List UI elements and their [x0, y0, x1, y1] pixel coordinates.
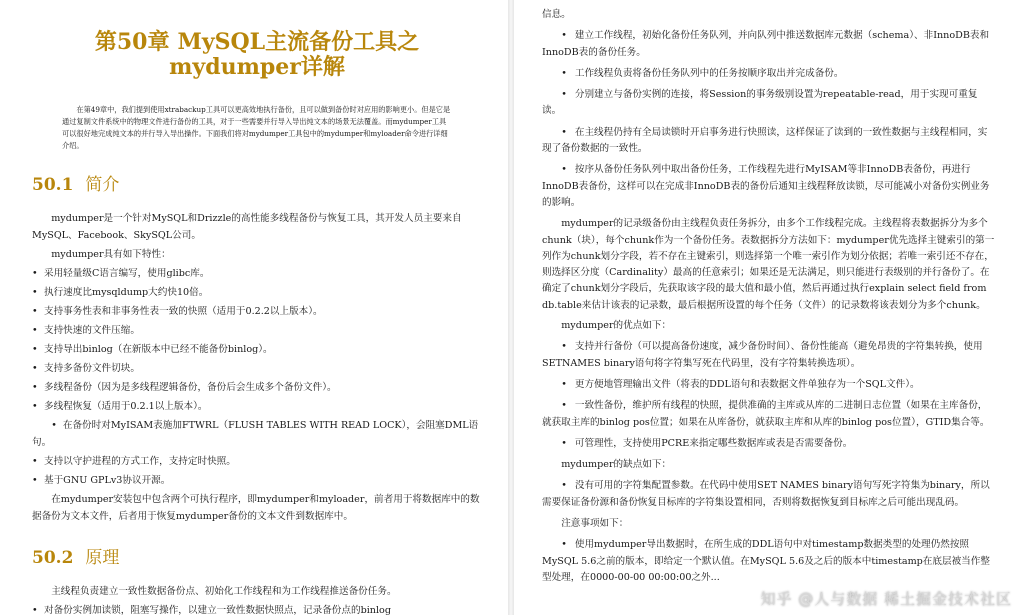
list-item: [32, 380, 482, 397]
bullet-icon: •: [32, 401, 38, 412]
list-item: [32, 399, 482, 416]
list-item-text: 在主线程仍持有全局读锁时开启事务进行快照读，这样保证了读到的一致性数据与主线程相同，实现了备份数据的一致性。: [542, 126, 988, 155]
paragraph: mydumper的记录级备份由主线程负责任务拆分，由多个工作线程完成。主线程将表数据拆分为多个chunk（块），每个chunk作为一个备份任务。表数据拆分方法如下：mydumper优先选择主键索引的第一列作为chunk划分字段，若不存在主键索引，则选择第一个唯一索引作为划分依据；若唯一索引还不存在，则选择区分度（Cardinality）最高的任意索引；如果还是无法满足，则只能进行表级别的并行备份了。在确定了chunk划分字段后，先获取该字段的最大值和最小值，然后再通过执行explain select field from db.table来估计该表的记录数，最后根据所设置的每个任务（文件）的记录数将该表划分为多个chunk。: [542, 218, 995, 311]
right-page: [514, 0, 1024, 615]
bullet-icon: •: [32, 382, 38, 393]
chapter-number: 第50章: [94, 29, 170, 55]
bullet-icon: •: [561, 126, 567, 138]
list-item: [32, 603, 482, 615]
list-item: [542, 162, 996, 211]
bullet-icon: •: [51, 420, 57, 431]
bullet-icon: •: [32, 325, 38, 336]
paragraph: mydumper具有如下特性：: [51, 249, 171, 260]
paragraph: mydumper的优点如下：: [561, 320, 672, 332]
list-item-text: 可管理性，支持使用PCRE来指定哪些数据库或表是否需要备份。: [574, 437, 853, 449]
chapter-title-text: MySQL主流备份工具之mydumper详解: [169, 29, 420, 80]
bullet-icon: •: [561, 539, 567, 551]
chapter-intro: 在第49章中，我们提到使用xtrabackup工具可以更高效地执行备份，且可以做到备份时对应用的影响更小。但是它是通过复制文件系统中的物理文件进行备份的工具，对于一些需要并行导入导出纯文本的场景无法覆盖。而mydumper工具可以很好地完成纯文本的并行导入导出操作。下面我们将对mydumper工具包中的mydumper和myloader命令进行详细介绍。: [62, 105, 451, 150]
list-item: [542, 436, 996, 452]
section-number: 50.1: [32, 175, 74, 195]
list-item: [542, 125, 996, 158]
bullet-icon: •: [32, 287, 38, 298]
section-title: 简介: [85, 175, 120, 195]
list-item-text: 没有可用的字符集配置参数。在代码中使用SET NAMES binary语句写死字符集为binary，所以需要保证备份源和备份恢复目标库的字符集设置相同，否则将数据恢复到目标库之后可能出现乱码。: [542, 480, 990, 508]
list-item-text: 支持事务性表和非事务性表一致的快照（适用于0.2.2以上版本）。: [44, 306, 323, 317]
list-item-text: 基于GNU GPLv3协议开源。: [44, 474, 171, 486]
paragraph: mydumper的缺点如下：: [561, 459, 672, 471]
list-item-text: 在备份时对MyISAM表施加FTWRL（FLUSH TABLES WITH READ LOCK），会阻塞DML语句。: [32, 420, 479, 448]
section-title: 原理: [85, 548, 120, 568]
paragraph: 在mydumper安装包中包含两个可执行程序，即mydumper和myloader，前者用于将数据库中的数据备份为文本文件，后者用于恢复mydumper备份的文本文件到数据库中。: [32, 494, 480, 522]
list-item-text: 采用轻量级C语言编写，使用glibc库。: [44, 268, 210, 279]
bullet-icon: •: [32, 363, 38, 374]
chapter-title: [32, 30, 482, 80]
list-item: [32, 418, 482, 451]
list-item-text: 支持并行备份（可以提高备份速度，减少备份时间）、备份性能高（避免昂贵的字符集转换，使用SETNAMES binary语句将字符集写死在代码里，没有字符集转换选项）。: [542, 341, 983, 369]
list-item-text: 支持快速的文件压缩。: [44, 325, 140, 336]
bullet-icon: •: [561, 400, 567, 412]
feature-list: [32, 266, 482, 489]
list-item-text: 分别建立与备份实例的连接，将Session的事务级别设置为repeatable-read，用于实现可重复读。: [542, 89, 978, 117]
bullet-icon: •: [561, 89, 567, 101]
list-item: [542, 377, 996, 393]
list-item: [32, 473, 482, 490]
list-item-text: 更方便地管理输出文件（将表的DDL语句和表数据文件单独存为一个SQL文件）。: [574, 378, 920, 390]
list-item-text: 支持以守护进程的方式工作，支持定时快照。: [44, 455, 236, 467]
list-item-text: 支持导出binlog（在新版本中已经不能备份binlog）。: [44, 344, 273, 355]
list-item: [32, 342, 482, 359]
list-item-text: 对备份实例加读锁，阻塞写操作，以建立一致性数据快照点，记录备份点的binlog: [44, 605, 391, 615]
list-item-text: 工作线程负责将备份任务队列中的任务按顺序取出并完成备份。: [574, 67, 844, 79]
paragraph: 注意事项如下：: [561, 518, 629, 530]
bullet-icon: •: [561, 378, 567, 390]
list-item-text: 支持多备份文件切块。: [44, 363, 140, 374]
list-item-text: 多线程恢复（适用于0.2.1以上版本）。: [44, 401, 208, 412]
principle-list: [32, 603, 482, 615]
bullet-icon: •: [32, 605, 38, 615]
list-item: [542, 339, 996, 372]
list-item-text: 多线程备份（因为是多线程逻辑备份，备份后会生成多个备份文件）。: [44, 382, 337, 393]
list-item-text: 一致性备份，维护所有线程的快照，提供准确的主库或从库的二进制日志位置（如果在主库备份，就获取主库的binlog pos位置；如果在从库备份，就获取主库和从库的binlog pos位置），GTID集合等。: [542, 400, 990, 428]
bullet-icon: •: [561, 341, 567, 353]
list-item: [32, 323, 482, 340]
paragraph-continuation: 信息。: [542, 9, 571, 20]
section-number: 50.2: [32, 548, 74, 568]
bullet-icon: •: [561, 437, 567, 449]
list-item: [542, 478, 996, 511]
list-item-text: 使用mydumper导出数据时，在所生成的DDL语句中对timestamp数据类型的处理仍然按照MySQL 5.6之前的版本，即给定一个默认值。在MySQL 5.6及之后的版本中timestamp在底层被当作整型处理，在0000-00-00 00:00:00之外...: [542, 539, 990, 583]
list-item: [542, 66, 996, 82]
bullet-icon: •: [32, 268, 38, 279]
list-item: [542, 537, 996, 586]
list-item-text: 按序从备份任务队列中取出备份任务，工作线程先进行MyISAM等非InnoDB表备份，再进行InnoDB表备份，这样可以在完成非InnoDB表的备份后通知主线程释放读锁，尽可能减小对备份实例业务的影响。: [542, 164, 990, 208]
section-heading-50-1: [32, 170, 482, 195]
list-item: [32, 285, 482, 302]
paragraph: mydumper是一个针对MySQL和Drizzle的高性能多线程备份与恢复工具，其开发人员主要来自MySQL、Facebook、SkySQL公司。: [32, 213, 462, 241]
paragraph: 主线程负责建立一致性数据备份点、初始化工作线程和为工作线程推送备份任务。: [51, 586, 397, 597]
list-item: [32, 304, 482, 321]
bullet-icon: •: [561, 67, 567, 79]
list-item: [542, 87, 996, 120]
list-item: [542, 28, 996, 61]
bullet-icon: •: [561, 164, 567, 176]
list-item: [32, 266, 482, 283]
left-page: [0, 0, 508, 615]
list-item-text: 建立工作线程，初始化备份任务队列，并向队列中推送数据库元数据（schema）、非InnoDB表和InnoDB表的备份任务。: [542, 30, 990, 58]
bullet-icon: •: [561, 30, 567, 42]
bullet-icon: •: [32, 344, 38, 355]
bullet-icon: •: [32, 306, 38, 317]
bullet-icon: •: [32, 455, 38, 467]
bullet-icon: •: [32, 474, 38, 486]
watermark: 知乎 @人与数据 稀土掘金技术社区: [760, 590, 1012, 608]
section-heading-50-2: [32, 543, 482, 568]
list-item: [32, 454, 482, 471]
list-item-text: 执行速度比mysqldump大约快10倍。: [44, 287, 209, 298]
bullet-icon: •: [561, 480, 567, 492]
list-item: [32, 361, 482, 378]
list-item: [542, 398, 996, 431]
